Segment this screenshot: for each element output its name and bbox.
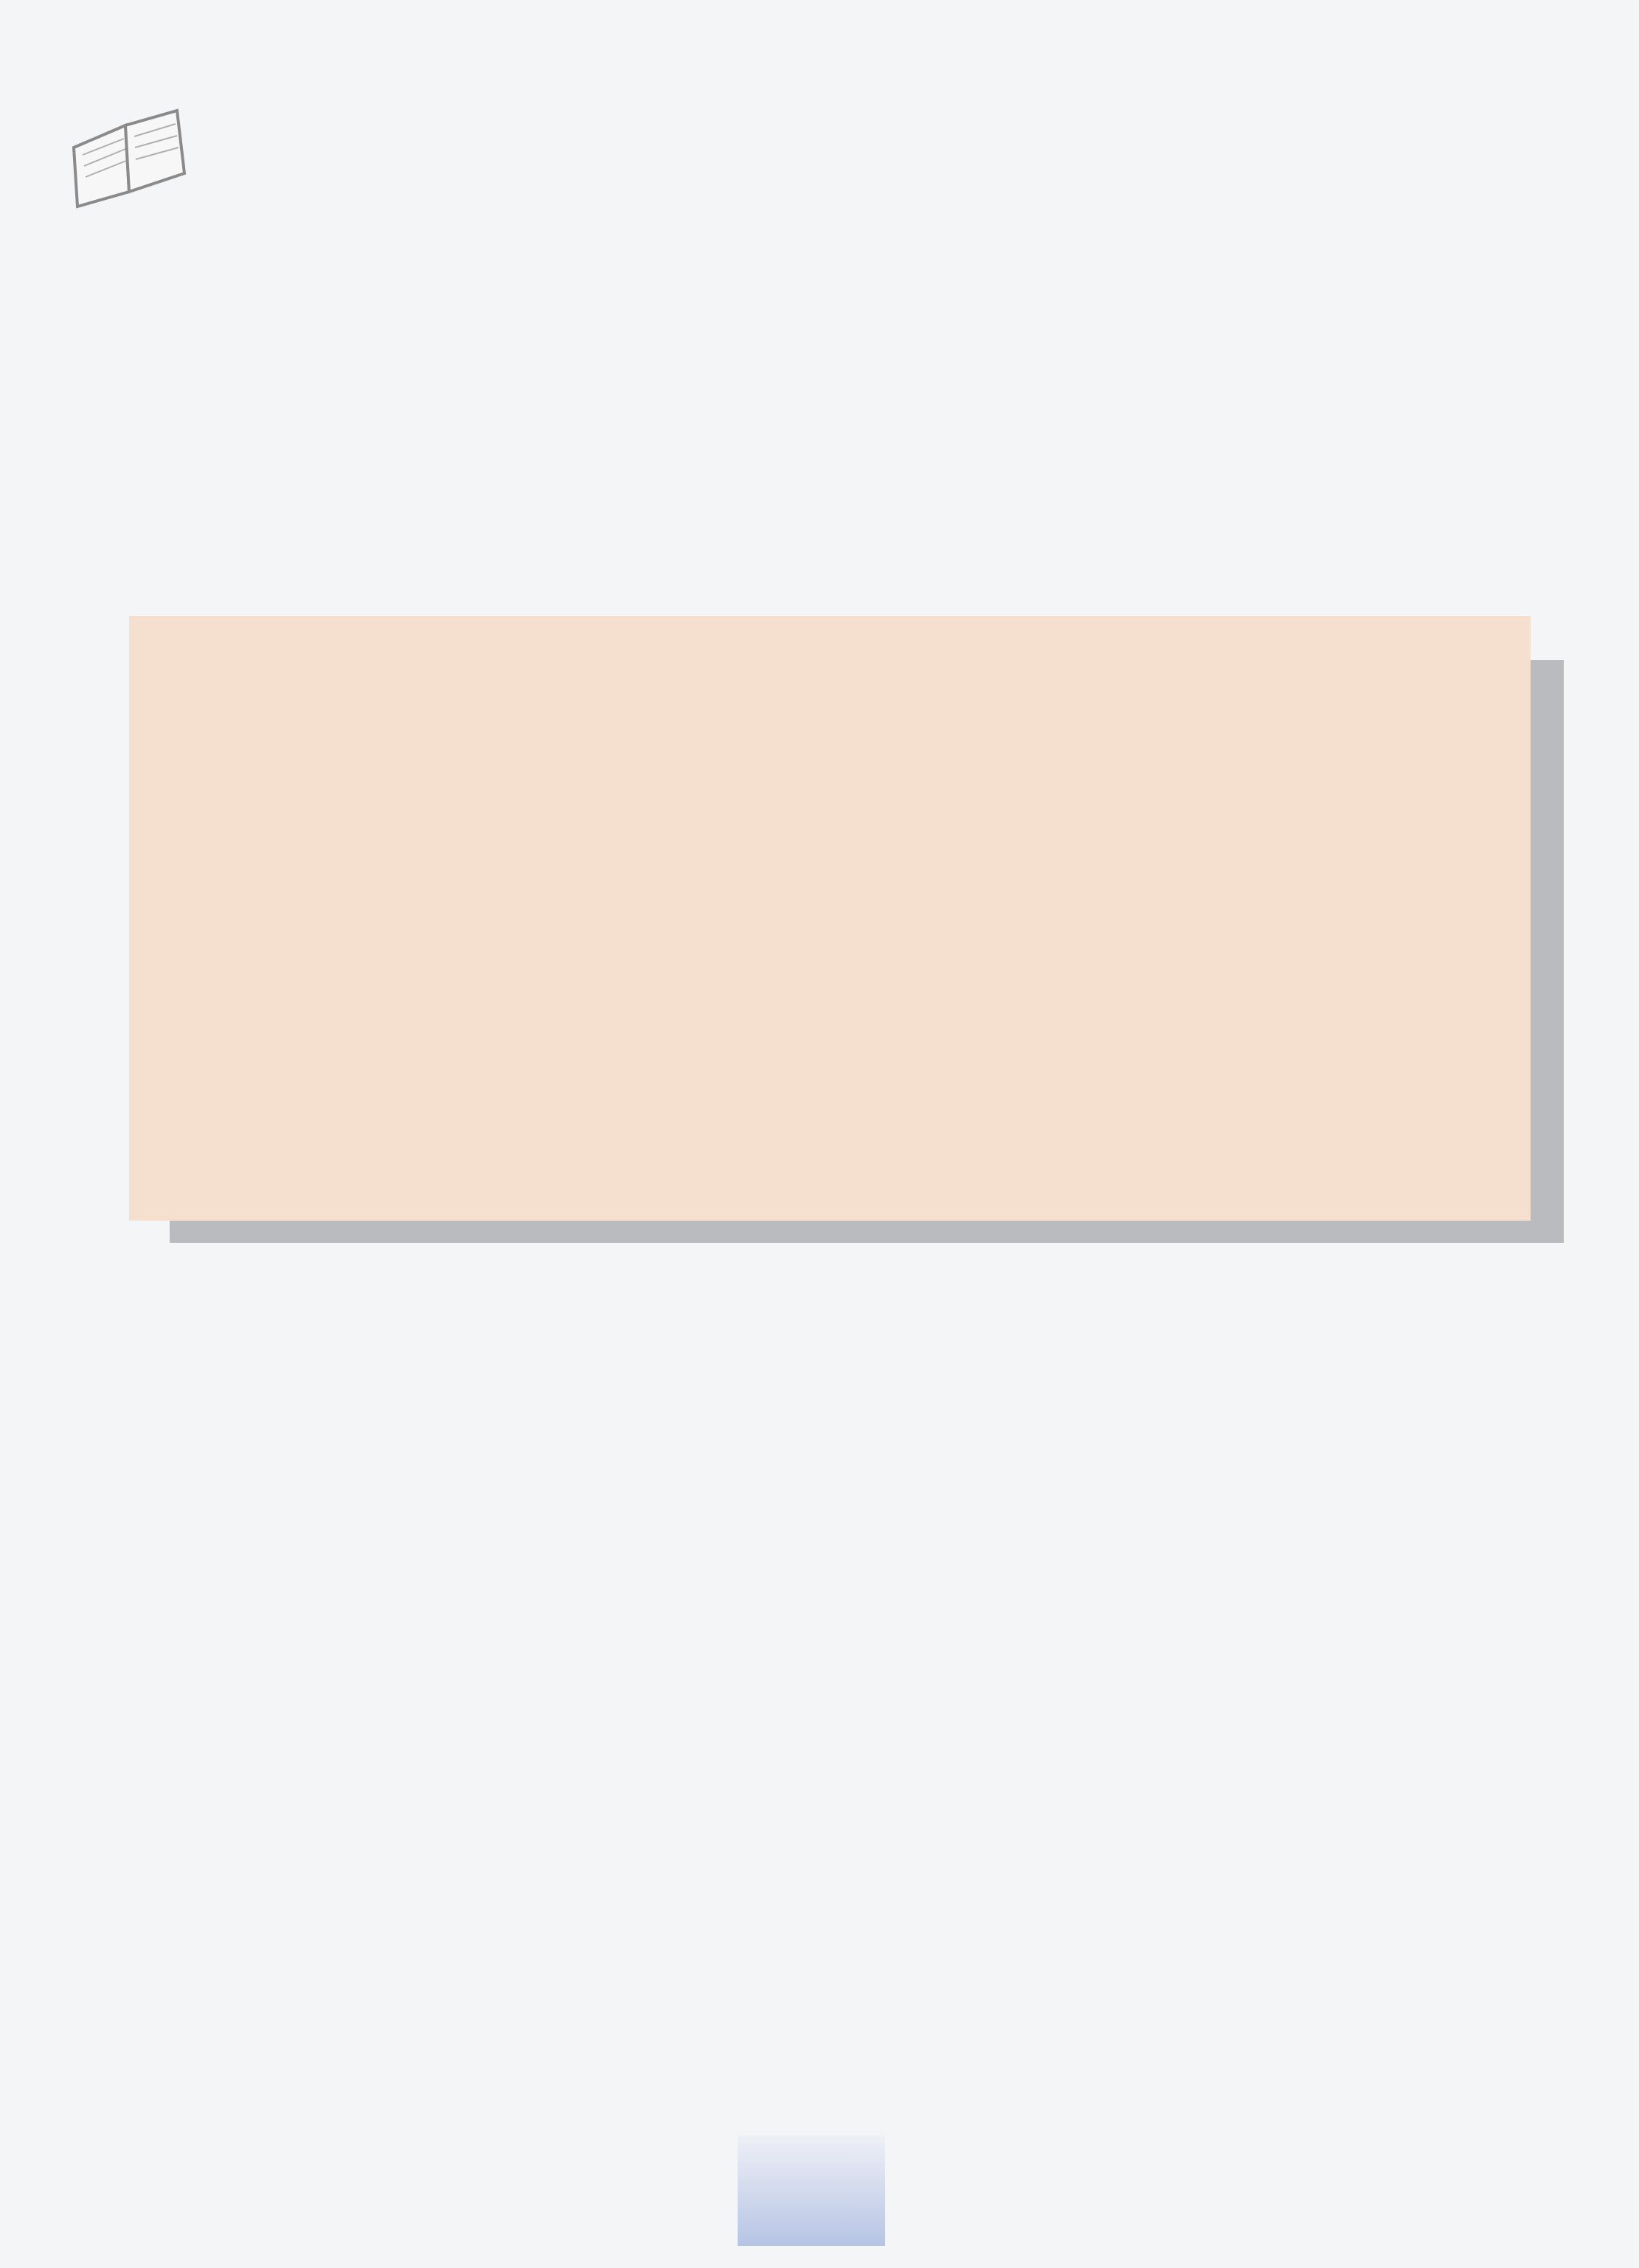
vocab-row [0, 889, 1639, 951]
vocab-row [0, 642, 1639, 704]
vocab-row [0, 1075, 1639, 1137]
vocab-row [0, 1138, 1639, 1200]
page-number-background [738, 2135, 885, 2246]
ornament-border-top [0, 111, 1639, 162]
vocab-row [0, 951, 1639, 1013]
vocab-row [0, 767, 1639, 829]
vocab-row [0, 1014, 1639, 1076]
open-book-icon [66, 103, 192, 214]
vocab-row [0, 704, 1639, 766]
vocab-row [0, 830, 1639, 892]
